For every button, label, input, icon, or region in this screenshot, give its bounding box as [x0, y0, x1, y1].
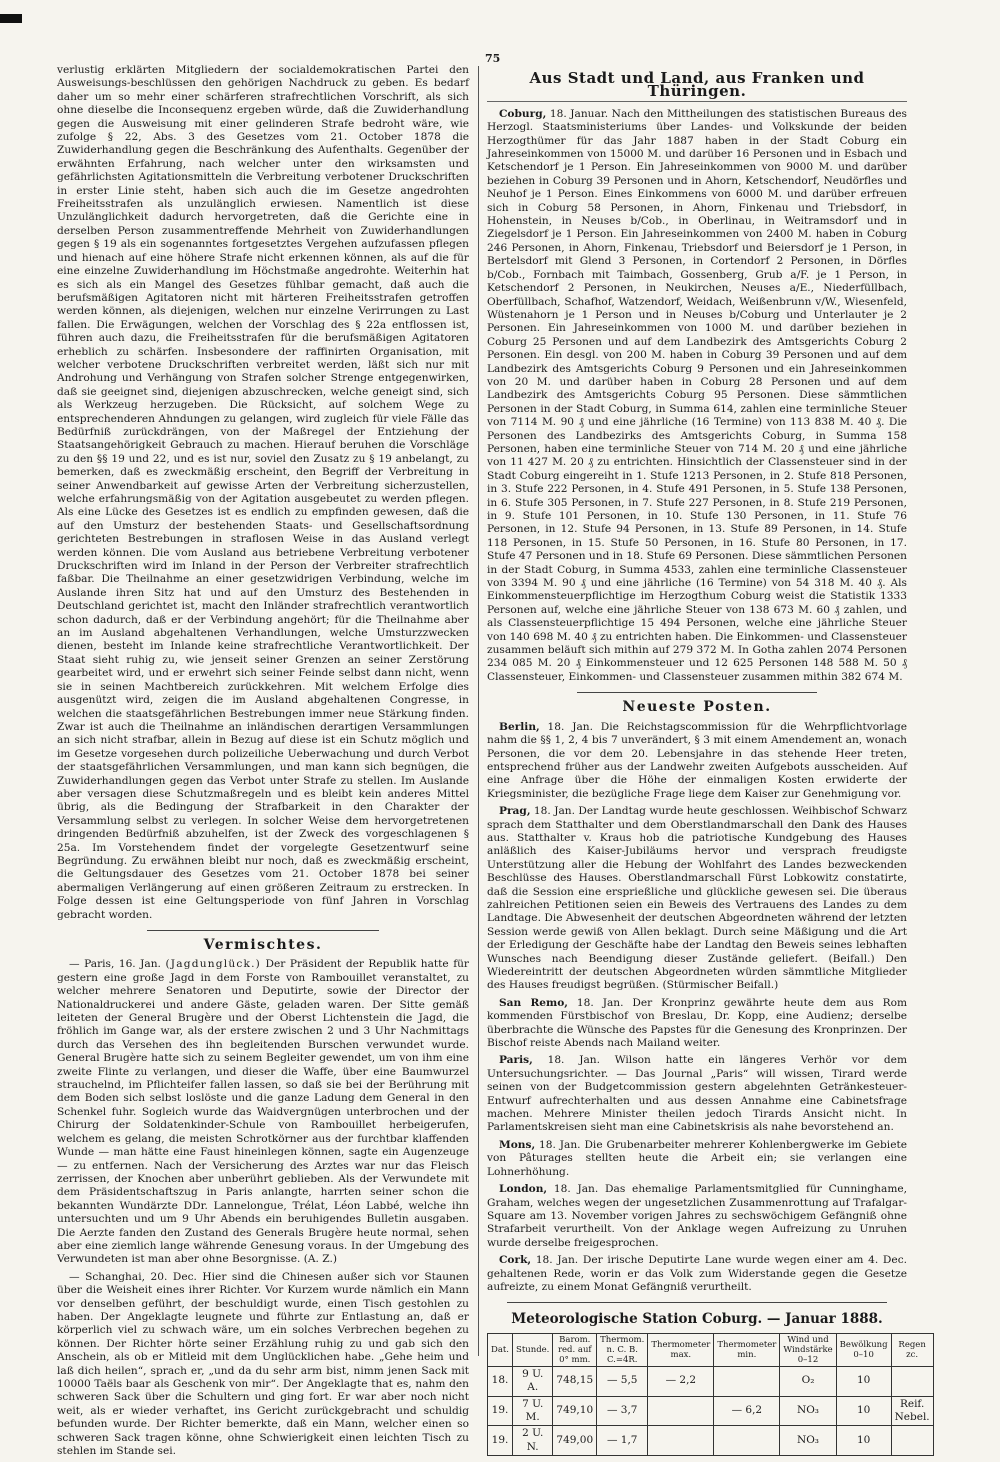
meteo-cell: Reif. Nebel.: [891, 1396, 933, 1426]
meteo-header-cell: Thermometer min.: [714, 1333, 780, 1366]
left-column: [57, 64, 469, 1462]
meteo-cell: NO₃: [780, 1426, 836, 1456]
news-item-san-remo: [487, 997, 907, 1051]
item-text: Hier sind die Chinesen außer sich vor Staunen über die Weisheit eines ihrer Richter. Vor Kurzem wurde nämlich ein Mann vor denselben geführt, der beschuldigt wurde, einen Tisch gestohlen zu haben. Der Angeklagte leugnete und führte zur Entlastung an, daß er körperlich viel zu schwach wäre, um ein solches Verbrechen begehen zu können. Der Richter hörte seiner Erzählung ruhig zu und gab sich den Anschein, als ob er Mitleid mit dem Unglücklichen habe. „Gehe heim und laß dich heilen“, sprach er, „und da du sehr arm bist, nimm jenen Sack mit 10000 Taëls baar als Geschenk von mir“. Der Angeklagte that es, nahm den schweren Sack über die Schultern und ging fort. Er war aber noch nicht weit, als er wieder verhaftet, ins Gericht zurückgebracht und schuldig befunden wurde. Der Richter bemerkte, daß ein Mann, welcher einen so schweren Sack tragen könne, ohne Schwierigkeit einen leichten Tisch zu stehlen im Stande sei.: [57, 1270, 469, 1458]
item-text: 18. Jan. Wilson hatte ein längeres Verhör vor dem Untersuchungsrichter. — Das Journal „Paris“ will wissen, Tirard werde seinen von der Budgetcommission gestern abgelehnten Getränkesteuer-Entwurf aufrechterhalten und aus dessen Annahme eine Cabinetsfrage machen. Mehrere Minister theilen jedoch Tirards Ansicht nicht. In Parlamentskreisen sieht man eine Cabinetskrisis als nahe bevorstehend an.: [487, 1054, 907, 1134]
meteo-cell: 18.: [488, 1366, 513, 1396]
item-text: 18. Jan. Die Reichstagscommission für die Wehrpflichtvorlage nahm die §§ 1, 2, 4 bis 7 unverändert, § 3 mit einem Amendement an, wonach Personen, die vor dem 20. Lebensjahre in das stehende Heer treten, entsprechend früher aus der Landwehr zweiten Aufgebots ausscheiden. Auf eine Anfrage über die Höhe der einmaligen Kosten erwiderte der Kriegsminister, die bezügliche Frage liege dem Kaiser zur Genehmigung vor.: [487, 720, 907, 800]
meteo-cell: [714, 1366, 780, 1396]
meteo-header-cell: Thermometer max.: [648, 1333, 714, 1366]
item-text: 18. Jan. Der Kronprinz gewährte heute dem aus Rom kommenden Fürstbischof von Breslau, Dr. Kopp, eine Audienz; derselbe überbrachte die Wünsche des Papstes für die Genesung des Kronprinzen. Der Bischof reiste Abends nach Mailand weiter.: [487, 996, 907, 1050]
section-title-stadt-und-land: Aus Stadt und Land, aus Franken und Thüringen.: [487, 72, 907, 102]
meteo-table: [487, 1333, 934, 1456]
meteo-row: [488, 1366, 934, 1396]
meteo-cell: [714, 1426, 780, 1456]
meteo-row: [488, 1396, 934, 1426]
meteo-row: [488, 1426, 934, 1456]
meteo-header-cell: Wind und Windstärke 0–12: [780, 1333, 836, 1366]
item-place: Mons,: [499, 1138, 536, 1151]
divider: [147, 930, 379, 931]
meteo-cell: 7 U. M.: [513, 1396, 553, 1426]
meteo-cell: 10: [836, 1396, 891, 1426]
meteo-title: Meteorologische Station Coburg. — Januar 1888.: [511, 1311, 883, 1328]
section-title-neueste-posten: Neueste Posten.: [622, 699, 772, 716]
meteo-cell: 749,10: [553, 1396, 597, 1426]
news-item-prag: [487, 805, 907, 993]
column-divider: [478, 66, 479, 1356]
item-place: — Schanghai, 20. Dec.: [69, 1270, 197, 1283]
item-text: 18. Jan. Der Landtag wurde heute geschlossen. Weihbischof Schwarz sprach dem Statthalter und dem Oberstlandmarschall den Dank des Hauses aus. Statthalter v. Kraus hob die patriotische Kundgebung des Hauses anläßlich des Kaiser-Jubiläums hervor und versprach freudigste Unterstützung aller die Hebung der Wohlfahrt des Landes bezweckenden Beschlüsse des Hauses. Oberstlandmarschall Fürst Lobkowitz constatirte, daß die Session eine ersprießliche und glückliche gewesen sei. Die überaus zahlreichen Petitionen seien ein Beweis des Vertrauens des Landes zu dem Landtage. Die Abwesenheit der deutschen Abgeordneten während der letzten Session werde gewiß von Allen beklagt. Durch seine Mäßigung und die Art der Erledigung der Geschäfte habe der Landtag den Beweis seines lebhaften Wunsches nach Beendigung dieser Zustände geliefert. (Beifall.) Den Wiedereintritt der deutschen Abgeordneten würden sämmtliche Mitglieder des Hauses freudigst begrüßen. (Stürmischer Beifall.): [487, 805, 907, 992]
meteo-cell: NO₃: [780, 1396, 836, 1426]
meteo-cell: — 5,5: [597, 1366, 648, 1396]
meteo-cell: — 2,2: [648, 1366, 714, 1396]
divider: [577, 692, 817, 693]
news-item-berlin: [487, 721, 907, 801]
meteo-cell: — 6,2: [714, 1396, 780, 1426]
item-place: Cork,: [499, 1254, 532, 1267]
meteo-cell: 19.: [488, 1396, 513, 1426]
news-item-paris: [57, 958, 469, 1266]
item-spaced: (Jagdunglück.): [165, 958, 262, 971]
article-paragraph: verlustig erklärten Mitgliedern der socialdemokratischen Partei den Ausweisungs-beschlüssen den gehörigen Nachdruck zu geben. Es bedarf daher um so mehr einer schärferen strafrechtlichen Vorschrift, als sich ohne dieselbe die Inconsequenz ergeben würde, daß die Zuwiderhandlung gegen die Ausweisung mit einer gelinderen Strafe bedroht wäre, wie zufolge § 22, Abs. 3 des Gesetzes vom 21. October 1878 die Zuwiderhandlung gegen die Beschränkung des Aufenthalts. Gegenüber der erwähnten Erfahrung, nach welcher unter den wirksamsten und gefährlichsten Agitationsmitteln die Verbreitung verbotener Druckschriften in erster Linie steht, haben sich auch die im Gesetze angedrohten Freiheitsstrafen als unzulänglich erwiesen. Namentlich ist diese Unzulänglichkeit dadurch hervorgetreten, daß die Gerichte eine in derselben Person zusammentreffende Mehrheit von Zuwiderhandlungen gegen § 19 als ein sogenanntes fortgesetztes Vergehen aufzufassen pflegen und hienach auf eine höhere Strafe nicht erkennen können, als auf die für eine einzelne Zuwiderhandlung im Höchstmaße angedrohte. Weiterhin hat es sich als ein Mangel des Gesetzes fühlbar gemacht, daß auch die berufsmäßigen Agitatoren nicht mit härteren Freiheitsstrafen getroffen werden können, als diejenigen, welchen nur einzelne Verirrungen zu Last fallen. Die Erwägungen, welchen der Vorschlag des § 22a entflossen ist, führen auch dazu, die Freiheitsstrafen für die berufsmäßigen Agitatoren erheblich zu schärfen. Insbesondere der raffinirten Organisation, mit welcher verbotene Druckschriften verbreitet werden, läßt sich nur mit Androhung und Verhängung von Strafen solcher Strenge entgegenwirken, daß sie geeignet sind, diejenigen abzuschrecken, welche geneigt sind, sich als Werkzeug herzugeben. Die Rücksicht, auf solchem Wege zu entsprechenderen Ahndungen zu gelangen, wird zugleich für viele Fälle das Bedürfniß zurückdrängen, von der Maßregel der Entziehung der Staatsangehörigkeit Gebrauch zu machen. Hierauf beruhen die Vorschläge zu den §§ 19 und 22, und es ist nur, soviel den Zusatz zu § 19 anbelangt, zu bemerken, daß es zweckmäßig erscheint, den Begriff der Verbreitung in seiner Anwendbarkeit auf gewisse Arten der Verbreitung sicherzustellen, welche erfahrungsmäßig von der Agitation ausgebeutet zu werden pflegen. Als eine Lücke des Gesetzes ist es endlich zu empfinden gewesen, daß die auf den Umsturz der bestehenden Staats- und Gesellschaftsordnung gerichteten Bestrebungen in straflosen Weise in das Ausland verlegt werden können. Die vom Ausland aus betriebene Verbreitung verbotener Druckschriften wird im Inland in der Person der Verbreiter strafrechtlich faßbar. Die Theilnahme an einer gesetzwidrigen Verbindung, welche im Auslande ihren Sitz hat und auf den Umsturz des Bestehenden in Deutschland gerichtet ist, macht den Inländer strafrechtlich verantwortlich schon dadurch, daß er der Verbindung angehört; für die Theilnahme aber an im Ausland abgehaltenen Verhandlungen, welche Umsturzzwecken dienen, besteht im Inlande keine strafrechtliche Verantwortlichkeit. Der Staat sieht ruhig zu, wie jenseit seiner Grenzen an seiner Zerstörung gearbeitet wird, und er erwehrt sich seiner Feinde selbst dann nicht, wenn sie in seinen Machtbereich zurückkehren. Mit welchem Erfolge dies ausgenützt wird, zeigen die im Ausland abgehaltenen Congresse, in welchen die staatsgefährlichen Bestrebungen immer neue Stärkung finden. Zwar ist auch die Theilnahme an inländischen derartigen Versammlungen an sich nicht strafbar, allein in Bezug auf diese ist ein Schutz möglich und im Gesetze vorgesehen durch polizeiliche Ueberwachung und durch Verbot der staatsgefährlichen Versammlungen, und man kann sich begnügen, die Zuwiderhandlungen gegen das Verbot unter Strafe zu stellen. Im Auslande aber versagen diese Schutzmaßregeln und es bleibt kein anderes Mittel übrig, als die Bedingung der Strafbarkeit in den Charakter der Versammlung selbst zu verlegen. In solcher Weise dem hervorgetretenen dringenden Bedürfniß abzuhelfen, ist der Zweck des vorgeschlagenen § 25a. Im Vorstehendem findet der vorgelegte Gesetzentwurf seine Begründung. Zu erwähnen bleibt nur noch, daß es zweckmäßig erscheint, die Geltungsdauer des Gesetzes vom 21. October 1878 bei seiner abermaligen Verlängerung auf einen größeren Zeitraum zu erstrecken. In Folge dessen ist eine Geltungsperiode von fünf Jahren in Vorschlag gebracht worden.: [57, 64, 469, 921]
item-text: 18. Jan. Die Grubenarbeiter mehrerer Kohlenbergwerke im Gebiete von Pâturages stellten heute die Arbeit ein; sie verlangen eine Lohnerhöhung.: [487, 1138, 907, 1178]
meteo-cell: 748,15: [553, 1366, 597, 1396]
meteo-cell: 9 U. A.: [513, 1366, 553, 1396]
meteo-cell: 10: [836, 1366, 891, 1396]
item-text: 18. Januar. Nach den Mittheilungen des statistischen Bureaus des Herzogl. Staatsministeriums über Landes- und Volkskunde der beiden Herzogthümer für das Jahr 1887 haben in der Stadt Coburg ein Jahreseinkommen von 15000 M. und darüber 16 Personen und in Esbach und Ketschendorf je 1 Person. Ein Jahreseinkommen von 9000 M. und darüber beziehen in Coburg 39 Personen und in Ahorn, Ketschendorf, Neudörfles und Neuhof je 1 Person. Eines Einkommens von 6000 M. und darüber erfreuen sich in Coburg 58 Personen, in Ahorn, Finkenau und Triebsdorf, in Hohenstein, in Neuses b/Cob., in Oberlinau, in Weitramsdorf und in Ziegelsdorf je 1 Person. Ein Jahreseinkommen von 2400 M. haben in Coburg 246 Personen, in Ahorn, Finkenau, Triebsdorf und Beiersdorf je 1 Person, in Bertelsdorf mit Glend 3 Personen, in Cortendorf 2 Personen, in Dörfles b/Cob., Fornbach mit Taimbach, Gossenberg, Grub a/F. je 1 Person, in Ketschendorf 2 Personen, in Neukirchen, Neuses a/E., Niederfüllbach, Oberfüllbach, Schafhof, Watzendorf, Weidach, Weißenbrunn v/W., Wiesenfeld, Wüstenahorn je 1 Person und in Neuses b/Coburg und Unterlauter je 2 Personen. Ein Jahreseinkommen von 1000 M. und darüber beziehen in Coburg 25 Personen und auf dem Landbezirk des Amtsgerichts Coburg 2 Personen. Ein desgl. von 200 M. haben in Coburg 39 Personen und auf dem Landbezirk des Amtsgerichts Coburg 9 Personen und ein Jahreseinkommen von 20 M. und darüber haben in Coburg 28 Personen und auf dem Landbezirk des Amtsgerichts Coburg 95 Personen. Diese sämmtlichen Personen in der Stadt Coburg, in Summa 614, zahlen eine terminliche Steuer von 7114 M. 90 ₰ und eine jährliche (16 Termine) von 113 838 M. 40 ₰. Die Personen des Landbezirks des Amtsgerichts Coburg, in Summa 158 Personen, haben eine terminliche Steuer von 714 M. 20 ₰ und eine jährliche von 11 427 M. 20 ₰ zu entrichten. Hinsichtlich der Classensteuer sind in der Stadt Coburg eingereiht in 1. Stufe 1213 Personen, in 2. Stufe 818 Personen, in 3. Stufe 222 Personen, in 4. Stufe 491 Personen, in 5. Stufe 138 Personen, in 6. Stufe 305 Personen, in 7. Stufe 227 Personen, in 8. Stufe 219 Personen, in 9. Stufe 101 Personen, in 10. Stufe 130 Personen, in 11. Stufe 76 Personen, in 12. Stufe 94 Personen, in 13. Stufe 89 Personen, in 14. Stufe 118 Personen, in 15. Stufe 50 Personen, in 16. Stufe 80 Personen, in 17. Stufe 47 Personen und in 18. Stufe 69 Personen. Diese sämmtlichen Personen in der Stadt Coburg, in Summa 4533, zahlen eine terminliche Classensteuer von 3394 M. 90 ₰ und eine jährliche (16 Termine) von 54 318 M. 40 ₰. Als Einkommensteuerpflichtige im Herzogthum Coburg weist die Statistik 1333 Personen auf, welche eine jährliche Steuer von 138 673 M. 60 ₰ zahlen, und als Classensteuerpflichtige 15 494 Personen, welche eine jährliche Steuer von 140 698 M. 40 ₰ zu entrichten haben. Die Einkommen- und Classensteuer zusammen beläuft sich mithin auf 279 372 M. In Gotha zahlen 2074 Personen 234 085 M. 20 ₰ Einkommensteuer und 12 625 Personen 148 588 M. 50 ₰ Classensteuer, Einkommen- und Classensteuer zusammen mithin 382 674 M.: [487, 107, 907, 683]
meteo-cell: O₂: [780, 1366, 836, 1396]
item-place: — Paris, 16. Jan.: [69, 958, 161, 971]
meteo-header-cell: Stunde.: [513, 1333, 553, 1366]
meteo-header-cell: Dat.: [488, 1333, 513, 1366]
meteo-cell: — 3,7: [597, 1396, 648, 1426]
meteo-header-cell: Regen zc.: [891, 1333, 933, 1366]
coburg-report: [487, 108, 907, 684]
item-place: Paris,: [499, 1054, 533, 1067]
item-place: San Remo,: [499, 996, 568, 1009]
item-place: Berlin,: [499, 720, 540, 733]
meteo-cell: [891, 1366, 933, 1396]
meteo-cell: [648, 1396, 714, 1426]
news-item-paris: [487, 1054, 907, 1134]
meteo-header-cell: Bewölkung 0–10: [836, 1333, 891, 1366]
item-place: Coburg,: [499, 107, 547, 120]
page-number: 75: [485, 52, 501, 65]
meteo-cell: [891, 1426, 933, 1456]
divider: [507, 1302, 887, 1303]
news-item-mons: [487, 1139, 907, 1179]
meteo-header-cell: Barom. red. auf 0° mm.: [553, 1333, 597, 1366]
item-text: 18. Jan. Der irische Deputirte Lane wurde wegen einer am 4. Dec. gehaltenen Rede, worin er das Volk zum Widerstande gegen die Gesetze aufreizte, zu einem Monat Gefängniß verurtheilt.: [487, 1254, 907, 1293]
meteo-header-row: [488, 1333, 934, 1366]
corner-mark: [0, 14, 22, 23]
right-column: [487, 64, 930, 1456]
news-item-schanghai: [57, 1271, 469, 1459]
meteo-cell: [648, 1426, 714, 1456]
meteo-cell: 10: [836, 1426, 891, 1456]
item-place: Prag,: [499, 805, 531, 818]
news-item-london: [487, 1183, 907, 1250]
meteo-cell: 2 U. N.: [513, 1426, 553, 1456]
item-place: London,: [499, 1183, 548, 1196]
meteo-header-cell: Thermom. n. C. B. C.=4R.: [597, 1333, 648, 1366]
meteo-cell: 19.: [488, 1426, 513, 1456]
news-item-cork: [487, 1254, 907, 1294]
item-text: Der Präsident der Republik hatte für gestern eine große Jagd in dem Forste von Rambouillet veranstaltet, zu welcher mehrere Senatoren und Deputirte, sowie der Director der Nationaldruckerei und andere Gäste, geladen waren. Der Sitte gemäß leiteten der General Brugère und der Oberst Lichtenstein die Jagd, die fröhlich im Gange war, als der erstere zwischen 2 und 3 Uhr Nachmittags durch das Versehen des ihn begleitenden Burschen verwundet wurde. General Brugère hatte sich zu seinem Begleiter gewendet, um von ihm eine zweite Flinte zu verlangen, und dieser die Waffe, über eine Baumwurzel strauchelnd, im Pflichteifer fallen lassen, so daß sie bei der Berührung mit dem Boden sich selbst loslöste und die ganze Ladung dem General in den Schenkel fuhr. Sogleich wurde das Waidvergnügen unterbrochen und der Chirurg der Soldatenkinder-Schule von Rambouillet herbeigerufen, welchem es gelang, die meisten Schrotkörner aus der furchtbar klaffenden Wunde — man hätte eine Faust hineinlegen können, sagte ein Augenzeuge — zu entfernen. Nach der Versicherung des Arztes war nur das Fleisch zerrissen, der Knochen aber unberührt geblieben. Als der Verwundete mit dem Präsidentschaftszug in Paris anlangte, harrten seiner schon die bekannten Wundärzte DDr. Lannelongue, Trélat, Léon Labbé, welche ihn untersuchten und um 9 Uhr Abends ein beruhigendes Bulletin ausgaben. Die Aerzte fanden den Zustand des Generals Brugère heute normal, sehen aber eine ziemlich lange währende Genesung voraus. In der Umgebung des Verwundeten ist man aber ohne Besorgnisse. (A. Z.): [57, 958, 469, 1266]
section-title-vermischtes: Vermischtes.: [203, 937, 323, 953]
item-text: 18. Jan. Das ehemalige Parlamentsmitglied für Cunninghame, Graham, welches wegen der ungesetzlichen Zusammenrottung auf Trafalgar-Square am 13. November vorigen Jahres zu sechswöchigem Gefängniß ohne Strafarbeit verurtheilt. Von der Anklage wegen Aufreizung zu Unruhen wurde derselbe freigesprochen.: [487, 1183, 907, 1249]
meteo-cell: 749,00: [553, 1426, 597, 1456]
meteo-cell: — 1,7: [597, 1426, 648, 1456]
